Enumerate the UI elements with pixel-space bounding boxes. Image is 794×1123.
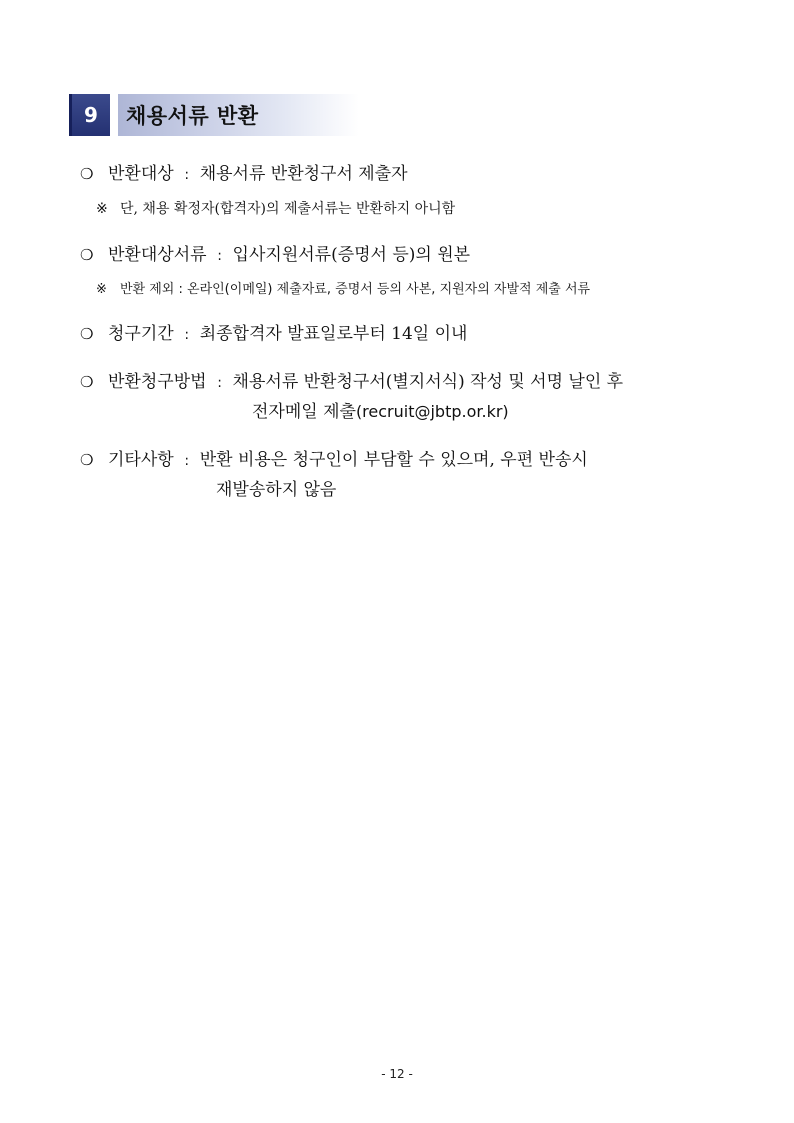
- item-other-notes-continuation: [216, 477, 336, 503]
- item-label: 반환청구방법: [108, 372, 207, 392]
- circle-bullet-icon: ❍: [80, 246, 94, 264]
- item-text: 최종합격자 발표일로부터 14일 이내: [199, 324, 468, 344]
- item-separator: :: [184, 453, 190, 469]
- item-separator: :: [217, 375, 222, 391]
- item-separator: :: [184, 167, 190, 183]
- item-text: 채용서류 반환청구서(별지서식) 작성 및 서명 날인 후: [232, 372, 624, 392]
- item-request-method-continuation: [252, 399, 509, 425]
- continuation-text: 재발송하지 않음: [216, 480, 337, 500]
- item-separator: :: [217, 248, 222, 264]
- item-label: 반환대상: [108, 164, 174, 184]
- section-header-gap: [110, 94, 118, 136]
- page-number: - 12 -: [381, 1067, 413, 1081]
- item-text: 채용서류 반환청구서 제출자: [199, 164, 408, 184]
- circle-bullet-icon: ❍: [80, 373, 94, 391]
- item-note-return-target: [96, 199, 455, 219]
- item-return-target: [80, 161, 408, 188]
- item-request-period: [80, 321, 467, 348]
- reference-mark-icon: ※: [96, 201, 108, 217]
- item-label: 반환대상서류: [108, 245, 207, 265]
- section-number-badge: 9: [69, 94, 110, 136]
- item-label: 기타사항: [108, 450, 174, 470]
- item-text: 반환 비용은 청구인이 부담할 수 있으며, 우편 반송시: [199, 450, 588, 470]
- item-separator: :: [184, 327, 190, 343]
- note-text: 반환 제외 : 온라인(이메일) 제출자료, 증명서 등의 사본, 지원자의 자발적 제출 서류: [120, 282, 591, 297]
- item-note-return-exclusion: [96, 280, 590, 300]
- continuation-text: 전자메일 제출: [252, 402, 356, 422]
- circle-bullet-icon: ❍: [80, 165, 94, 183]
- contact-email: (recruit@jbtp.or.kr): [355, 402, 509, 421]
- item-label: 청구기간: [108, 324, 174, 344]
- item-text: 입사지원서류(증명서 등)의 원본: [232, 245, 471, 265]
- reference-mark-icon: ※: [96, 282, 107, 297]
- circle-bullet-icon: ❍: [80, 325, 94, 343]
- section-title-box: [118, 94, 359, 136]
- item-other-notes: [80, 447, 588, 474]
- circle-bullet-icon: ❍: [80, 451, 94, 469]
- item-request-method: [80, 369, 623, 396]
- note-text: 단, 채용 확정자(합격자)의 제출서류는 반환하지 아니함: [120, 201, 456, 217]
- item-return-documents: [80, 242, 470, 269]
- section-header: [69, 94, 359, 136]
- section-title: 채용서류 반환: [126, 104, 259, 128]
